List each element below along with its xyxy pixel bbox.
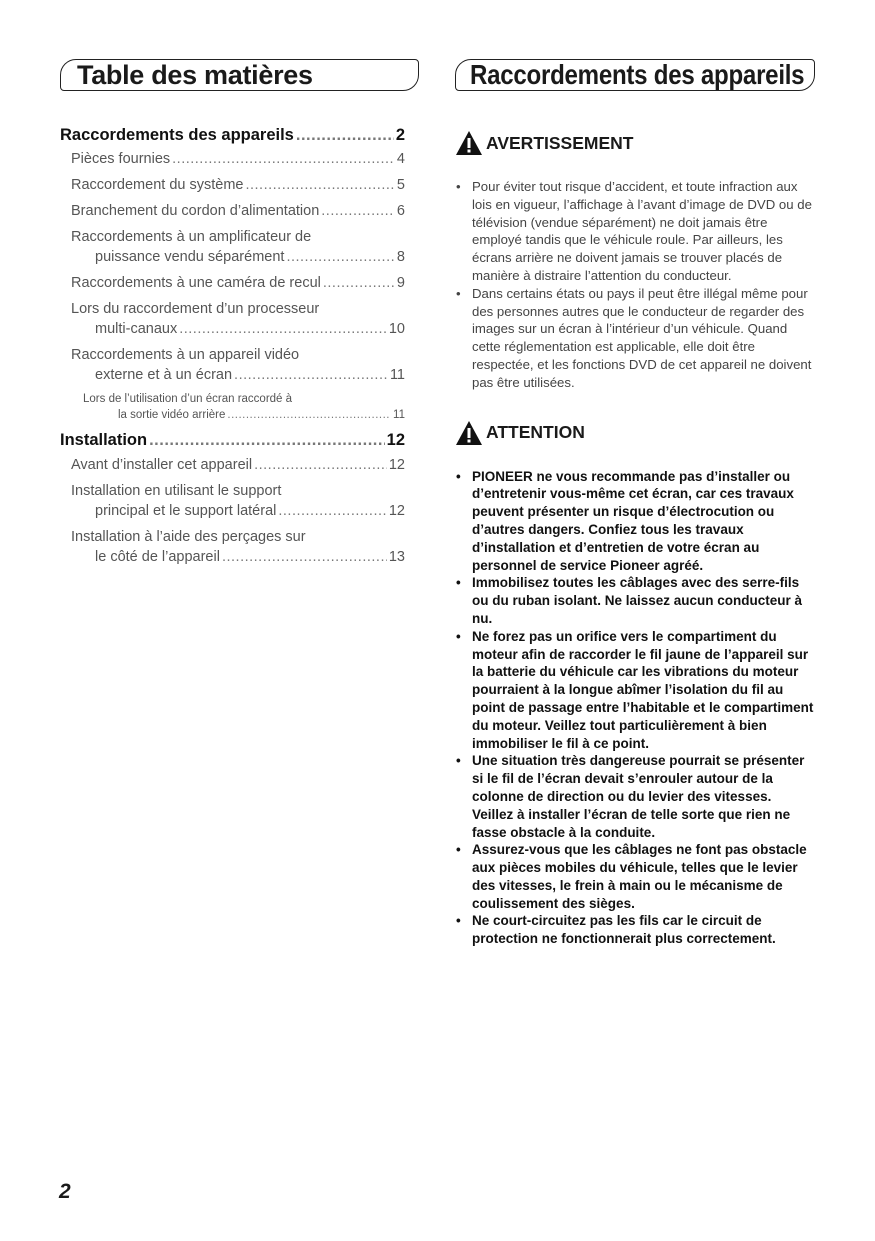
- toc-section-connections[interactable]: Raccordements des appareils ..... 2: [60, 126, 405, 148]
- warning-heading: AVERTISSEMENT: [455, 128, 815, 158]
- toc-section-installation[interactable]: Installation ..... 12: [60, 431, 405, 453]
- attention-heading: ATTENTION: [455, 418, 815, 448]
- toc-item-external-video[interactable]: Raccordements à un appareil vidéo externe et à un écran ..... 11: [60, 347, 405, 387]
- list-item: • Ne court-circuitez pas les fils car le circuit de protection ne fonctionnerait plus correctement.: [455, 912, 815, 948]
- toc-item-parts[interactable]: Pièces fournies ..... 4: [60, 151, 405, 171]
- section-tab-connections: [455, 59, 815, 91]
- list-item: • Dans certains états ou pays il peut être illégal même pour des personnes autres que le conducteur de regarder des images sur un écran à l’intérieur d’un véhicule. Quand cette réglementation est applicable, elle doit être respectée, et les fonctions DVD de cet appareil ne doivent pas être utilisées.: [455, 285, 815, 392]
- toc-item-before-install[interactable]: Avant d’installer cet appareil ..... 12: [60, 457, 405, 477]
- warning-triangle-icon: [455, 130, 483, 156]
- section-tab-toc: [60, 59, 419, 91]
- toc-item-multichannel[interactable]: Lors du raccordement d’un processeur multi-canaux ..... 10: [60, 301, 405, 341]
- toc-item-side-holes[interactable]: Installation à l’aide des perçages sur le côté de l’appareil ..... 13: [60, 529, 405, 569]
- warning-list: [455, 178, 815, 392]
- list-item: • PIONEER ne vous recommande pas d’installer ou d’entretenir vous-même cet écran, car ces travaux peuvent présenter un risque d’électrocution ou d’autres dangers. Confiez tous les travaux d’installation et d’entretien de votre écran au personnel de service Pioneer agréé.: [455, 468, 815, 575]
- toc-item-rear-camera[interactable]: Raccordements à une caméra de recul ..... 9: [60, 275, 405, 295]
- toc-item-rear-video-output[interactable]: Lors de l’utilisation d’un écran raccordé à la sortie vidéo arrière ..... 11: [60, 393, 405, 425]
- page-number: 2: [59, 1180, 71, 1203]
- right-column: [455, 128, 815, 948]
- toc-item-power-cord[interactable]: Branchement du cordon d’alimentation ..... 6: [60, 203, 405, 223]
- toc-item-system-connection[interactable]: Raccordement du système ..... 5: [60, 177, 405, 197]
- page-title-toc: Table des matières: [77, 59, 313, 90]
- attention-list: [455, 468, 815, 949]
- list-item: • Assurez-vous que les câblages ne font pas obstacle aux pièces mobiles du véhicule, telles que le levier des vitesses, le frein à main ou le mécanisme de coulissement des sièges.: [455, 841, 815, 912]
- table-of-contents: [60, 126, 405, 569]
- caution-triangle-icon: [455, 420, 483, 446]
- list-item: • Ne forez pas un orifice vers le compartiment du moteur afin de raccorder le fil jaune de l’appareil sur la batterie du véhicule car les vibrations du moteur pourraient à la longue abîmer l’isolation du fil au point de passage entre l’habitable et le compartiment du moteur. Veillez tout particulièrement à bien immobiliser le fil à ce point.: [455, 628, 815, 753]
- page-title-connections: Raccordements des appareils: [470, 59, 805, 90]
- toc-item-main-support[interactable]: Installation en utilisant le support principal et le support latéral ..... 12: [60, 483, 405, 523]
- list-item: • Pour éviter tout risque d’accident, et toute infraction aux lois en vigueur, l’affichage à l’avant d’image de DVD ou de télévision (vendue séparément) ne doit jamais être employé tandis que le véhicule roule. Par ailleurs, les écrans arrière ne doivent jamais se trouver placés de manière à distraire l’attention du conducteur.: [455, 178, 815, 285]
- list-item: • Une situation très dangereuse pourrait se présenter si le fil de l’écran devait s’enrouler autour de la colonne de direction ou du levier des vitesses. Veillez à installer l’écran de telle sorte que rien ne fasse obstacle à la conduite.: [455, 752, 815, 841]
- toc-item-amplifier[interactable]: Raccordements à un amplificateur de puissance vendu séparément ..... 8: [60, 229, 405, 269]
- list-item: • Immobilisez toutes les câblages avec des serre-fils ou du ruban isolant. Ne laissez aucun conducteur à nu.: [455, 574, 815, 627]
